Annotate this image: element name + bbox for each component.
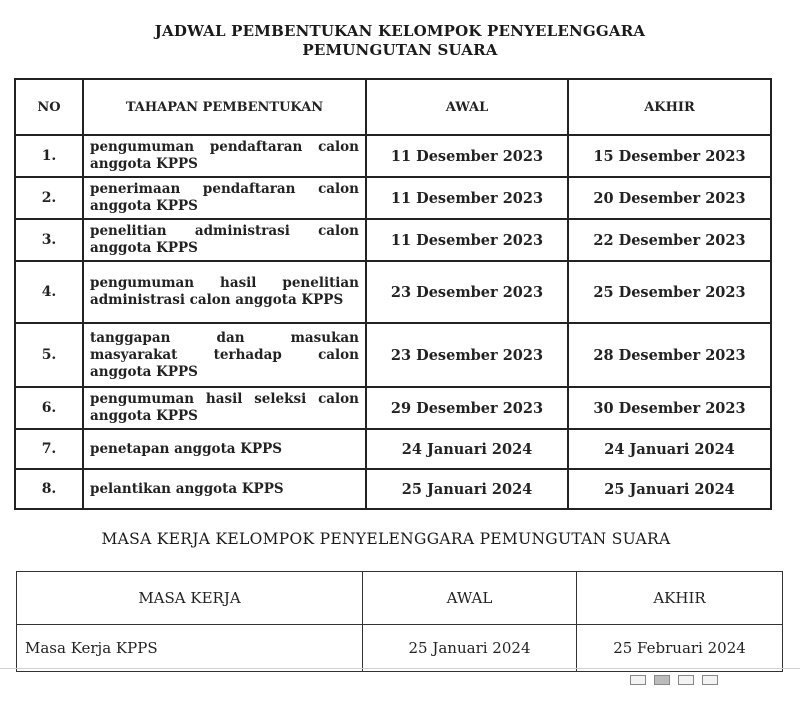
row-number: 8.: [15, 469, 83, 509]
row-number: 6.: [15, 387, 83, 429]
row-stage: tanggapan dan masukan masyarakat terhadap calon anggota KPPS: [83, 323, 366, 387]
schedule-title-line2: PEMUNGUTAN SUARA: [302, 41, 498, 59]
row-start-date: 24 Januari 2024: [366, 429, 568, 469]
row-start-date: 11 Desember 2023: [366, 219, 568, 261]
row-stage: pelantikan anggota KPPS: [83, 469, 366, 509]
row-end-date: 20 Desember 2023: [568, 177, 771, 219]
schedule-title: [0, 22, 800, 60]
header-masa-kerja: MASA KERJA: [17, 572, 363, 625]
schedule-title-line1: JADWAL PEMBENTUKAN KELOMPOK PENYELENGGARA: [154, 22, 646, 40]
header-awal: AWAL: [363, 572, 577, 625]
row-period-name: Masa Kerja KPPS: [17, 625, 363, 672]
row-start-date: 23 Desember 2023: [366, 323, 568, 387]
row-stage: penetapan anggota KPPS: [83, 429, 366, 469]
table-row: [15, 135, 771, 177]
row-end-date: 28 Desember 2023: [568, 323, 771, 387]
row-number: 3.: [15, 219, 83, 261]
table-header-row: [17, 572, 783, 625]
row-end-date: 25 Januari 2024: [568, 469, 771, 509]
row-stage: penerimaan pendaftaran calon anggota KPPS: [83, 177, 366, 219]
table-header-row: [15, 79, 771, 135]
row-start-date: 11 Desember 2023: [366, 135, 568, 177]
table-row: [17, 625, 783, 672]
header-akhir: AKHIR: [568, 79, 771, 135]
row-start-date: 25 Januari 2024: [366, 469, 568, 509]
row-end-date: 25 Desember 2023: [568, 261, 771, 323]
table-row: [15, 261, 771, 323]
row-end-date: 30 Desember 2023: [568, 387, 771, 429]
header-awal: AWAL: [366, 79, 568, 135]
row-stage: pengumuman pendaftaran calon anggota KPPS: [83, 135, 366, 177]
row-number: 4.: [15, 261, 83, 323]
grid-alt-icon[interactable]: [702, 675, 718, 685]
page-divider: [0, 668, 800, 669]
table-row: [15, 469, 771, 509]
schedule-table: [14, 78, 772, 510]
work-period-table: [16, 571, 783, 672]
row-stage: penelitian administrasi calon anggota KPPS: [83, 219, 366, 261]
row-end-date: 24 Januari 2024: [568, 429, 771, 469]
row-end-date: 15 Desember 2023: [568, 135, 771, 177]
row-start-date: 23 Desember 2023: [366, 261, 568, 323]
row-end-date: 25 Februari 2024: [577, 625, 783, 672]
two-page-icon[interactable]: [654, 675, 670, 685]
row-number: 5.: [15, 323, 83, 387]
table-row: [15, 429, 771, 469]
row-number: 7.: [15, 429, 83, 469]
row-start-date: 11 Desember 2023: [366, 177, 568, 219]
row-stage: pengumuman hasil seleksi calon anggota KPPS: [83, 387, 366, 429]
view-mode-toolbar: [630, 675, 718, 685]
grid-icon[interactable]: [678, 675, 694, 685]
row-stage: pengumuman hasil penelitian administrasi calon anggota KPPS: [83, 261, 366, 323]
row-number: 1.: [15, 135, 83, 177]
row-start-date: 25 Januari 2024: [363, 625, 577, 672]
header-akhir: AKHIR: [577, 572, 783, 625]
header-no: NO: [15, 79, 83, 135]
table-row: [15, 219, 771, 261]
single-page-icon[interactable]: [630, 675, 646, 685]
row-start-date: 29 Desember 2023: [366, 387, 568, 429]
header-tahapan: TAHAPAN PEMBENTUKAN: [83, 79, 366, 135]
row-end-date: 22 Desember 2023: [568, 219, 771, 261]
work-period-title: MASA KERJA KELOMPOK PENYELENGGARA PEMUNGUTAN SUARA: [101, 530, 671, 548]
table-row: [15, 387, 771, 429]
row-number: 2.: [15, 177, 83, 219]
table-row: [15, 323, 771, 387]
table-row: [15, 177, 771, 219]
